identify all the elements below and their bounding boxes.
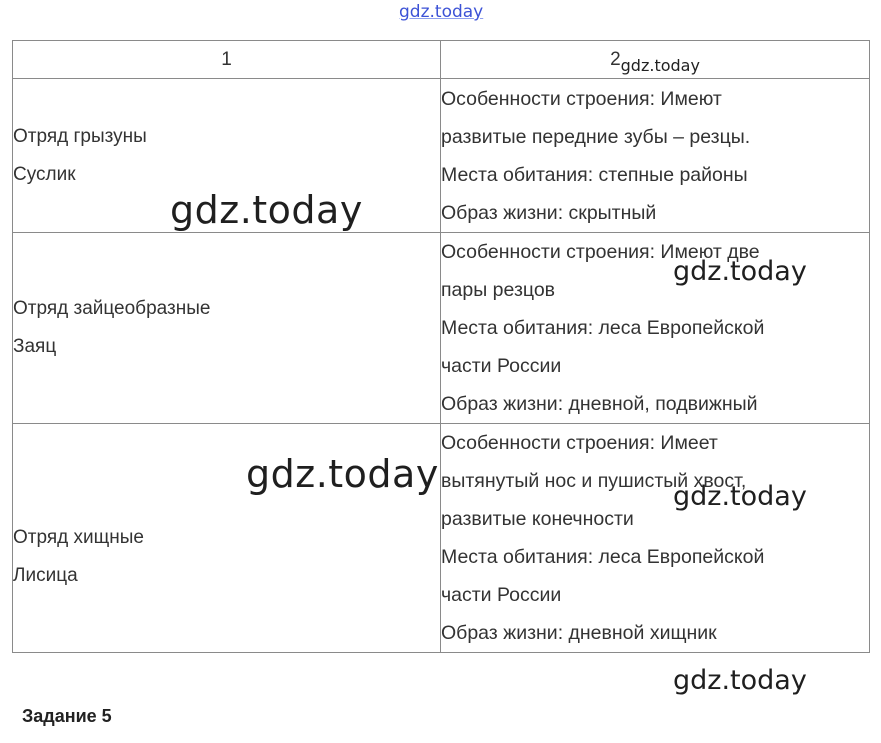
- description-line: Образ жизни: дневной хищник: [441, 622, 717, 644]
- table-cell-order: [13, 233, 441, 424]
- description-line: Особенности строения: Имеют: [441, 87, 722, 110]
- animal-name: Суслик: [13, 163, 76, 185]
- order-name: Отряд грызуны: [13, 125, 147, 147]
- description-line: развитые передние зубы – резцы.: [441, 125, 751, 148]
- watermark-large: gdz.today: [246, 452, 439, 496]
- description-line: части России: [441, 355, 562, 377]
- description-line: Особенности строения: Имеет: [441, 432, 718, 454]
- watermark-header: gdz.today: [620, 55, 700, 75]
- animal-name: Заяц: [13, 336, 57, 357]
- animal-name: Лисица: [13, 565, 78, 586]
- table-row: [13, 79, 870, 233]
- description-line: Места обитания: леса Европейской: [441, 546, 765, 568]
- description-line: Места обитания: степные районы: [441, 163, 748, 186]
- task-heading: Задание 5: [22, 706, 112, 726]
- column-header-2-label: 2: [610, 48, 621, 70]
- description-line: части России: [441, 584, 562, 606]
- watermark-top[interactable]: gdz.today: [399, 2, 484, 22]
- watermark-large: gdz.today: [170, 188, 363, 232]
- comparison-table: [12, 40, 870, 653]
- description-line: вытянутый нос и пушистый хвост,: [441, 470, 747, 492]
- watermark-medium: gdz.today: [673, 256, 807, 287]
- watermark-medium: gdz.today: [673, 665, 807, 696]
- description-line: Места обитания: леса Европейской: [441, 317, 765, 339]
- table-cell-description: [441, 424, 870, 653]
- description-line: Образ жизни: дневной, подвижный: [441, 393, 758, 415]
- watermark-medium: gdz.today: [673, 481, 807, 512]
- description-line: пары резцов: [441, 279, 556, 301]
- description-line: Образ жизни: скрытный: [441, 201, 657, 224]
- table-cell-description: [441, 79, 870, 233]
- description-line: развитые конечности: [441, 508, 634, 530]
- table-header-row: [13, 41, 870, 79]
- column-header-1: 1: [13, 41, 441, 79]
- order-name: Отряд хищные: [13, 527, 144, 548]
- description-line: Особенности строения: Имеют две: [441, 241, 760, 263]
- order-name: Отряд зайцеобразные: [13, 298, 211, 319]
- column-header-2: [441, 41, 870, 79]
- table-row: [13, 424, 870, 653]
